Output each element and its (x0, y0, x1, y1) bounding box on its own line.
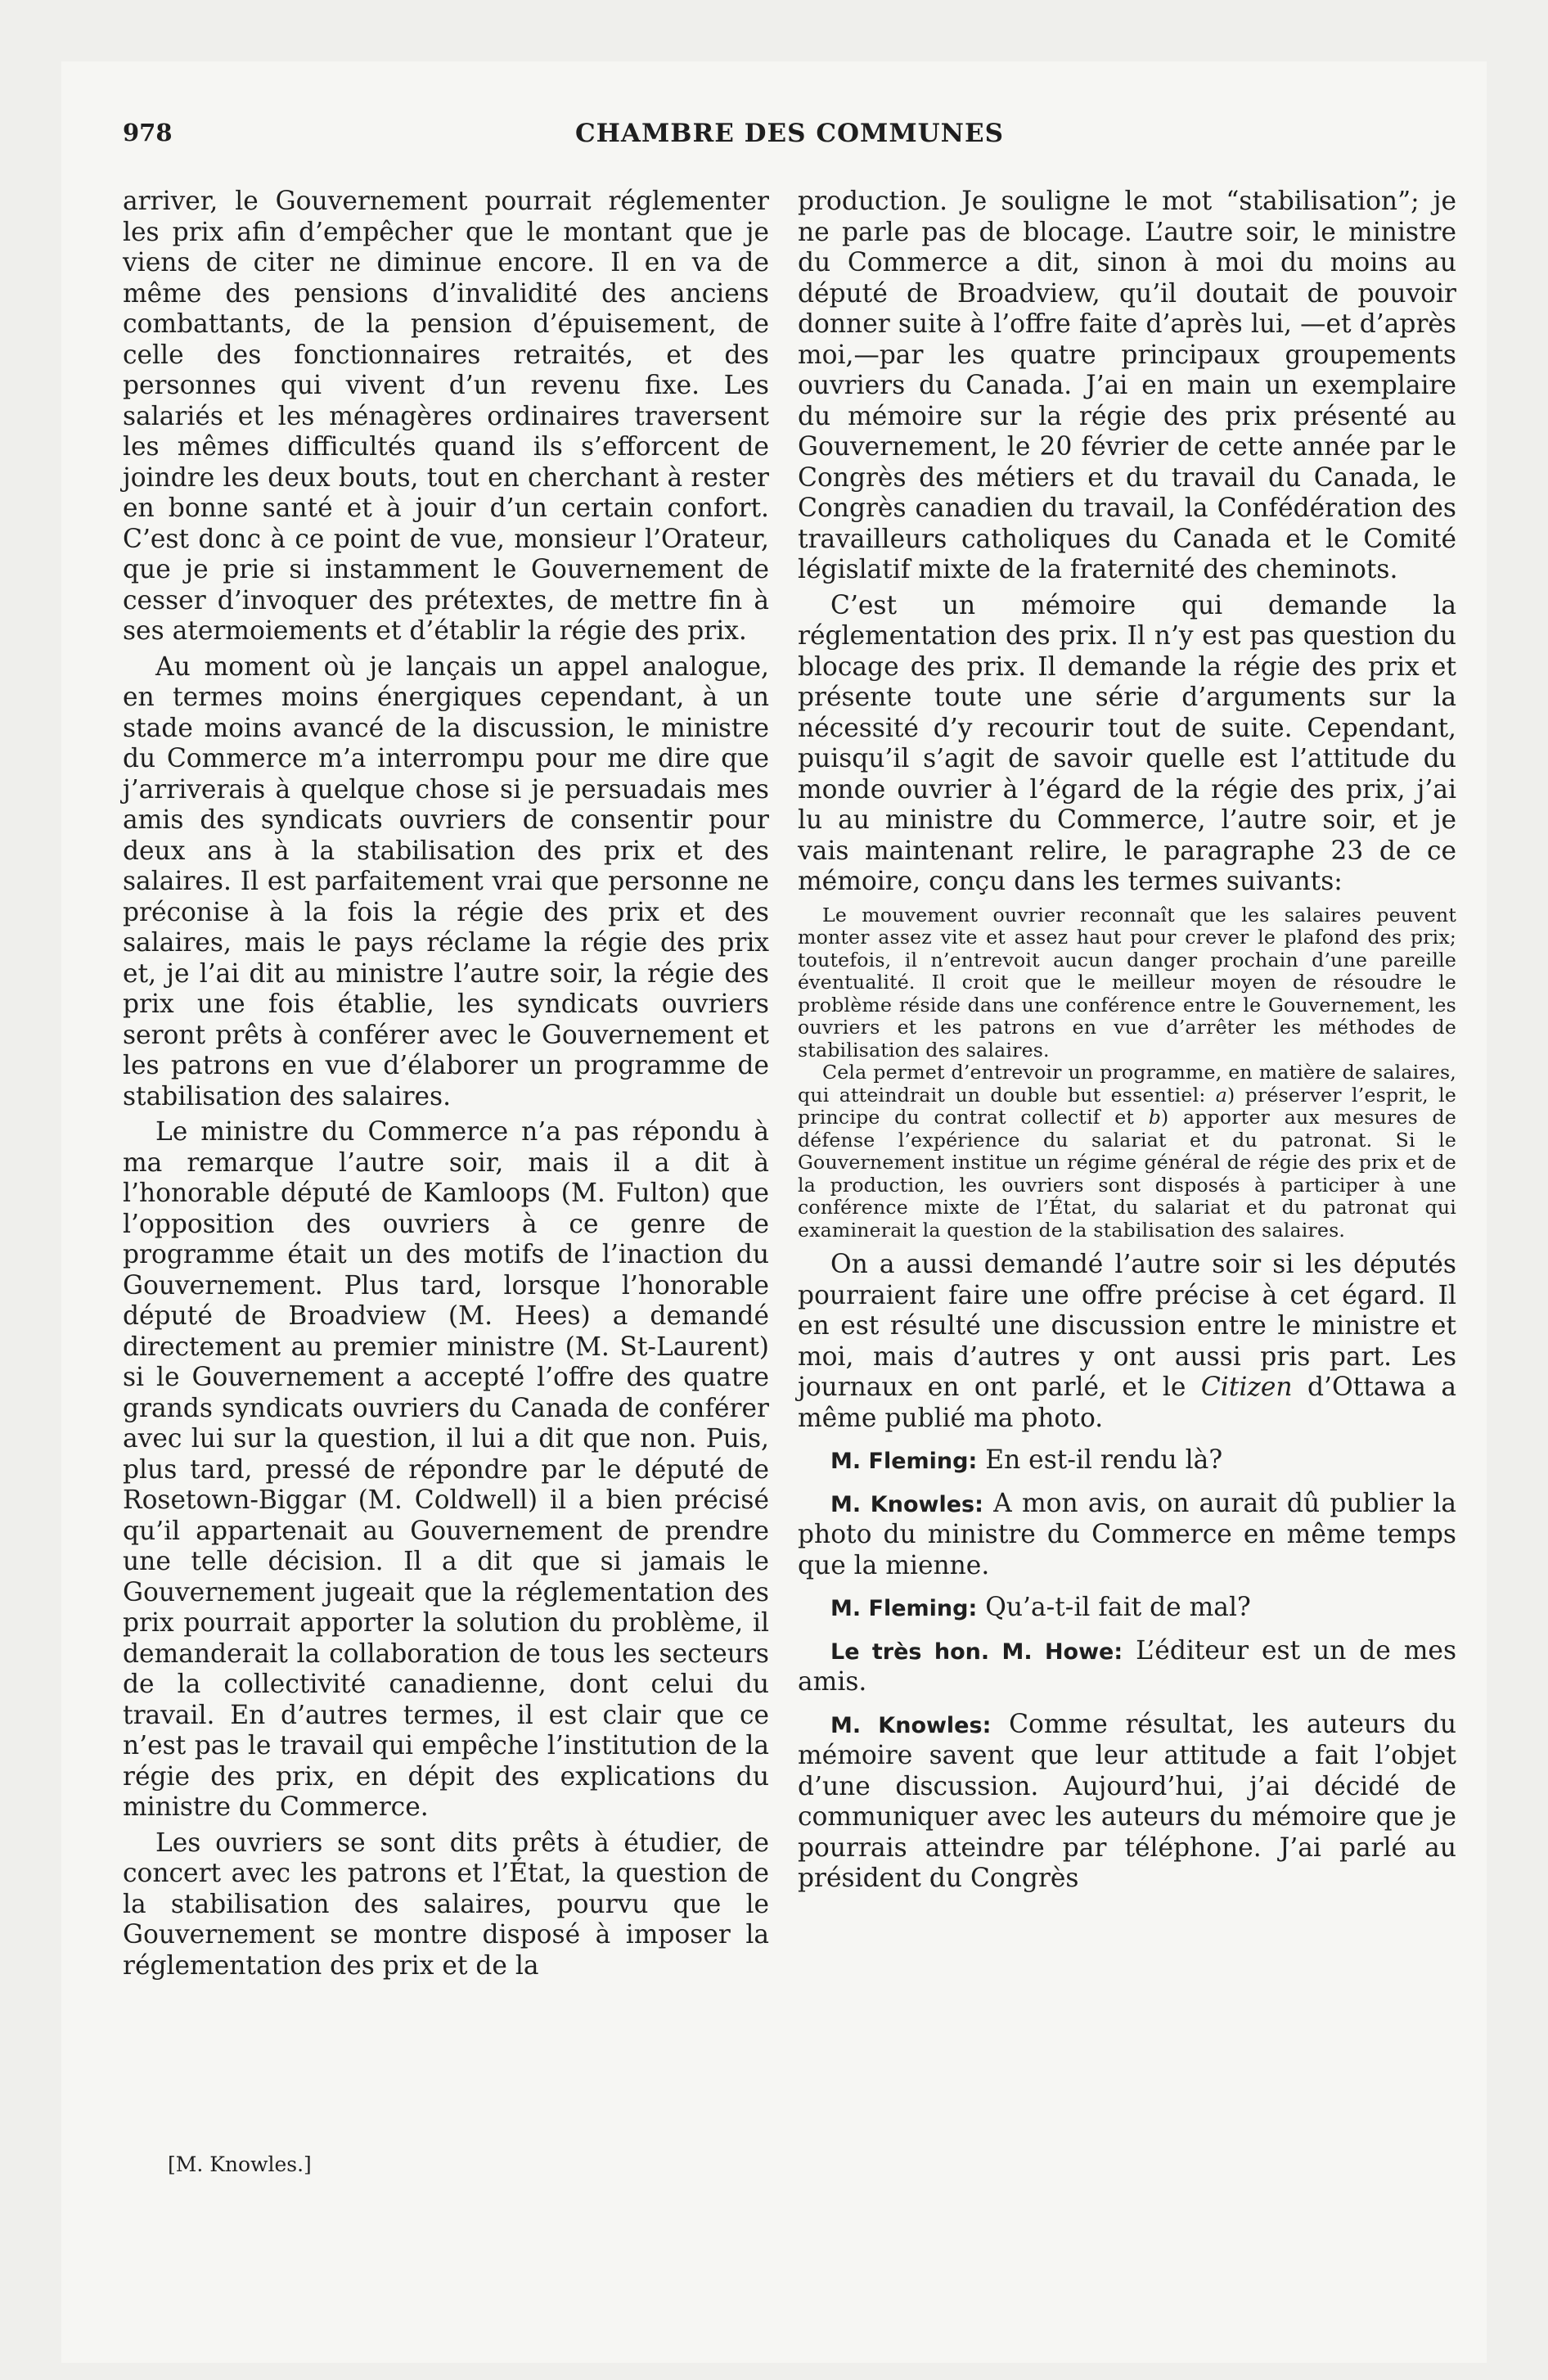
paragraph: arriver, le Gouvernement pourrait réglementer les prix afin d’empêcher que le montant que je viens de citer ne diminue encore. Il en va de même des pensions d’invalidité des anciens combattants, de la pension d’épuisement, de celle des fonctionnaires retraités, et des personnes qui vivent d’un revenu fixe. Les salariés et les ménagères ordinaires traversent les mêmes difficultés quand ils s’efforcent de joindre les deux bouts, tout en cherchant à rester en bonne santé et à jouir d’un certain confort. C’est donc à ce point de vue, monsieur l’Orateur, que je prie si instamment le Gouvernement de cesser d’invoquer des prétextes, de mettre fin à ses atermoiements et d’établir la régie des prix. (123, 187, 769, 646)
speaker-name: M. Knowles: (830, 1712, 992, 1738)
page-title: CHAMBRE DES COMMUNES (574, 119, 1005, 148)
speech: Le très hon. M. Howe: L’éditeur est un de mes amis. (798, 1635, 1457, 1697)
newspaper-title: Citizen (1200, 1373, 1293, 1402)
footer-speaker-note: [M. Knowles.] (168, 2152, 312, 2176)
right-column (798, 187, 1456, 1895)
paragraph: C’est un mémoire qui demande la réglementation des prix. Il n’y est pas question du blocage des prix. Il demande la régie des prix et présente toute une série d’arguments sur la nécessité d’y recourir tout de suite. Cependant, puisqu’il s’agit de savoir quelle est l’attitude du monde ouvrier à l’égard de la régie des prix, j’ai lu au ministre du Commerce, l’autre soir, et je vais maintenant relire, le paragraphe 23 de ce mémoire, conçu dans les termes suivants: (798, 590, 1456, 896)
paragraph: production. Je souligne le mot “stabilisation”; je ne parle pas de blocage. L’autre soir, le ministre du Commerce a dit, sinon à moi du moins au député de Broadview, qu’il doutait de pouvoir donner suite à l’offre faite d’après lui, —et d’après moi,—par les quatre principaux groupements ouvriers du Canada. J’ai en main un exemplaire du mémoire sur la régie des prix présenté au Gouvernement, le 20 février de cette année par le Congrès des métiers et du travail du Canada, le Congrès canadien du travail, la Confédération des travailleurs catholiques du Canada et le Comité législatif mixte de la fraternité des cheminots. (798, 187, 1456, 584)
quote-paragraph: Cela permet d’entrevoir un programme, en matière de salaires, qui atteindrait un double but essentiel: a) préserver l’esprit, le principe du contrat collectif et b) apporter aux mesures de défense l’expérience du salariat et du patronat. Si le Gouvernement institue un régime général de régie des prix et de la production, les ouvriers sont disposés à participer à une conférence mixte de l’État, du salariat et du patronat qui examinerait la question de la stabilisation des salaires. (798, 1061, 1456, 1242)
paragraph: Les ouvriers se sont dits prêts à étudier, de concert avec les patrons et l’État, la question de la stabilisation des salaires, pourvu que le Gouvernement se montre disposé à imposer la réglementation des prix et de la (123, 1828, 769, 1981)
paragraph: On a aussi demandé l’autre soir si les députés pourraient faire une offre précise à cet égard. Il en est résulté une discussion entre le ministre et moi, mais d’autres y ont aussi pris part. Les journaux en ont parlé, et le Citizen d’Ottawa a même publié ma photo. (798, 1250, 1456, 1433)
speaker-name: M. Fleming: (830, 1449, 978, 1474)
paragraph: Au moment où je lançais un appel analogue, en termes moins énergiques cependant, à un stade moins avancé de la discussion, le ministre du Commerce m’a interrompu pour me dire que j’arriverais à quelque chose si je persuadais mes amis des syndicats ouvriers de consentir pour deux ans à la stabilisation des prix et des salaires. Il est parfaitement vrai que personne ne préconise à la fois la régie des prix et des salaires, mais le pays réclame la régie des prix et, je l’ai dit au ministre l’autre soir, la régie des prix une fois établie, les syndicats ouvriers seront prêts à conférer avec le Gouvernement et les patrons en vue d’élaborer un programme de stabilisation des salaires. (123, 651, 769, 1111)
speaker-name: M. Knowles: (830, 1491, 983, 1517)
speaker-name: M. Fleming: (830, 1596, 978, 1621)
speech: M. Fleming: Qu’a-t-il fait de mal? (830, 1593, 1251, 1622)
speech: M. Fleming: En est-il rendu là? (830, 1445, 1223, 1475)
speech: M. Knowles: Comme résultat, les auteurs du mémoire savent que leur attitude a fait l’objet d’une discussion. Aujourd’hui, j’ai décidé de communiquer avec les auteurs du mémoire que je pourrais atteindre par téléphone. J’ai parlé au président du Congrès (798, 1709, 1456, 1893)
paragraph: Le ministre du Commerce n’a pas répondu à ma remarque l’autre soir, mais il a dit à l’honorable député de Kamloops (M. Fulton) que l’opposition des ouvriers à ce genre de programme était un des motifs de l’inaction du Gouvernement. Plus tard, lorsque l’honorable député de Broadview (M. Hees) a demandé directement au premier ministre (M. St-Laurent) si le Gouvernement a accepté l’offre des quatre grands syndicats ouvriers du Canada de conférer avec lui sur la question, il lui a dit que non. Puis, plus tard, pressé de répondre par le député de Rosetown-Biggar (M. Coldwell) il a bien précisé qu’il appartenait au Gouvernement de prendre une telle décision. Il a dit que si jamais le Gouvernement jugeait que la réglementation des prix pourrait apporter la solution du problème, il demanderait la collaboration de tous les secteurs de la collectivité canadienne, dont celui du travail. En d’autres termes, il est clair que ce n’est pas le travail qui empêche l’institution de la régie des prix, en dépit des explications du ministre du Commerce. (123, 1117, 769, 1822)
quote-paragraph: Le mouvement ouvrier reconnaît que les salaires peuvent monter assez vite et assez haut pour crever le plafond des prix; toutefois, il n’entrevoit aucun danger prochain d’une pareille éventualité. Il croit que le meilleur moyen de résoudre le problème réside dans une conférence entre le Gouvernement, les ouvriers et les patrons en vue d’arrêter les méthodes de stabilisation des salaires. (798, 903, 1456, 1062)
block-quote (798, 904, 1456, 1242)
left-column (123, 187, 769, 1981)
page-number: 978 (123, 119, 173, 146)
running-header (123, 119, 1456, 155)
speaker-name: Le très hon. M. Howe: (830, 1639, 1123, 1665)
speech: M. Knowles: A mon avis, on aurait dû publier la photo du ministre du Commerce en même temps que la mienne. (798, 1488, 1456, 1580)
